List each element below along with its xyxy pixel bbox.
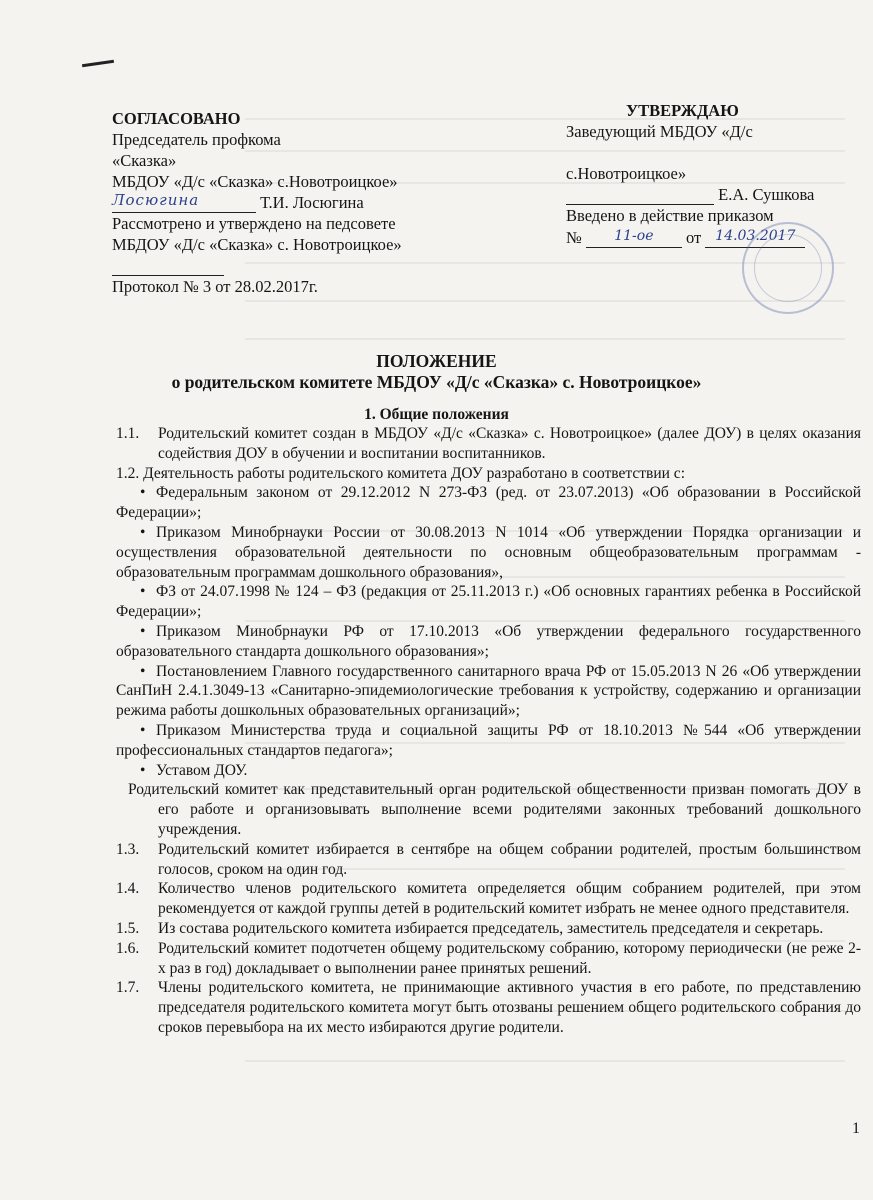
clause-text: Из состава родительского комитета избирается председатель, заместитель председателя и секретарь. <box>158 919 824 937</box>
clause-number: 1.4. <box>116 880 140 898</box>
chair-title-2: «Сказка» <box>112 151 177 170</box>
bullet-icon: • <box>140 622 146 640</box>
clause-text: Родительский комитет избирается в сентябре на общем собрании родителей, простым большинством голосов, сроком на один год. <box>158 840 861 878</box>
list-item <box>116 523 861 582</box>
organization-name: МБДОУ «Д/с «Сказка» с.Новотроицкое» <box>112 172 398 191</box>
list-item-text: Приказом Министерства труда и социальной защиты РФ от 18.10.2013 №544 «Об утверждении профессиональных стандартов педагога»; <box>116 721 861 759</box>
official-stamp <box>742 222 834 314</box>
bullet-icon: • <box>140 662 146 680</box>
bullet-icon: • <box>140 523 146 541</box>
approved-block <box>566 100 856 248</box>
head-name: Е.А. Сушкова <box>718 185 815 204</box>
list-item-text: Приказом Минобрнауки России от 30.08.2013 N 1014 «Об утверждении Порядка организации и осуществления образовательной деятельности по основным общеобразовательным программам - образовательным программам дошкольного образования», <box>116 523 861 581</box>
document-subtitle: о родительском комитете МБДОУ «Д/с «Сказка» с. Новотроицкое» <box>171 372 702 392</box>
clause-1-6 <box>116 939 861 979</box>
chair-title: Председатель профкома <box>112 130 281 149</box>
bullet-icon: • <box>140 761 146 779</box>
list-item-text: Уставом ДОУ. <box>156 761 248 779</box>
head-spacer <box>566 142 856 163</box>
clause-number: 1.3. <box>116 840 140 858</box>
head-title: Заведующий МБДОУ «Д/с <box>566 122 753 141</box>
head-title-2: с.Новотроицкое» <box>566 164 687 183</box>
clause-number: 1.5. <box>116 919 140 937</box>
clause-number: 1.6. <box>116 939 140 957</box>
agreed-heading: СОГЛАСОВАНО <box>112 109 241 128</box>
clause-number: 1.7. <box>116 979 140 997</box>
decree-number: 11-ое <box>586 226 682 248</box>
handwritten-signature: Лосюгина <box>112 191 200 209</box>
decree-text: Введено в действие приказом <box>566 206 774 225</box>
head-signature-blank <box>566 188 714 205</box>
bullet-icon: • <box>140 484 146 502</box>
approve-heading: УТВЕРЖДАЮ <box>626 101 739 120</box>
clause-1-3 <box>116 840 861 880</box>
reviewed-text: Рассмотрено и утверждено на педсовете <box>112 214 396 233</box>
signatory-name: Т.И. Лосюгина <box>260 193 364 212</box>
clause-1-1 <box>116 424 861 464</box>
list-item-text: Федеральным законом от 29.12.2012 N 273-ФЗ (ред. от 23.07.2013) «Об образовании в Российской Федерации»; <box>116 484 861 522</box>
clause-text: Члены родительского комитета, не принимающие активного участия в его работе, по представлению председателя родительского комитета могут быть отозваны решением общего родительского собрания до сроков перевыбора на их место избираются другие родители. <box>158 979 861 1036</box>
list-item-text: Приказом Минобрнауки РФ от 17.10.2013 «Об утверждении федерального государственного образовательного стандарта дошкольного образования»; <box>116 622 861 660</box>
list-item <box>116 483 861 523</box>
committee-purpose-paragraph: Родительский комитет как представительный орган родительской общественности призван помогать ДОУ в его работе и организовывать выполнение всеми родителями законных требований дошкольного учреждения. <box>128 781 861 838</box>
section-heading: 1. Общие положения <box>364 406 509 423</box>
list-item <box>116 582 861 622</box>
blank-line <box>112 255 492 276</box>
from-label: от <box>686 228 702 247</box>
organization-name-2: МБДОУ «Д/с «Сказка» с. Новотроицкое» <box>112 235 402 254</box>
signature-blank <box>112 191 256 213</box>
clause-text: Родительский комитет подотчетен общему родительскому собранию, которому периодически (не реже 2-х раз в год) докладывает о выполнении ранее принятых решений. <box>158 939 861 977</box>
decree-date: 14.03.2017 <box>705 226 805 248</box>
protocol-reference: Протокол № 3 от 28.02.2017г. <box>112 277 318 296</box>
pen-mark <box>82 60 114 67</box>
bullet-icon: • <box>140 721 146 739</box>
clause-1-2: 1.2. Деятельность работы родительского комитета ДОУ разработано в соответствии с: <box>116 464 685 482</box>
page-number: 1 <box>852 1120 860 1137</box>
clause-number: 1.1. <box>116 425 140 442</box>
number-label: № <box>566 228 582 247</box>
list-item-text: Постановлением Главного государственного санитарного врача РФ от 15.05.2013 N 26 «Об утверждении СанПиН 2.4.1.3049-13 «Санитарно-эпидемиологические требования к устройству, содержанию и организации режима работы дошкольных образовательных организаций»; <box>116 662 861 720</box>
clause-1-7 <box>116 978 861 1037</box>
list-item <box>116 721 861 761</box>
list-item <box>116 622 861 662</box>
list-item <box>116 662 861 721</box>
document-title: ПОЛОЖЕНИЕ <box>376 351 497 371</box>
clause-text: Количество членов родительского комитета определяется общим собранием родителей, при этом рекомендуется от каждой группы детей в родительский комитет избрать не менее одного представителя. <box>158 880 861 918</box>
list-item <box>116 761 861 781</box>
head-signature-line <box>566 184 856 205</box>
signature-line <box>112 192 492 213</box>
agreed-block <box>112 108 492 297</box>
clause-1-5 <box>116 919 861 939</box>
list-item-text: ФЗ от 24.07.1998 № 124 – ФЗ (редакция от 25.11.2013 г.) «Об основных гарантиях ребенка в Российской Федерации»; <box>116 583 861 621</box>
bullet-icon: • <box>140 583 146 601</box>
clause-text: Родительский комитет создан в МБДОУ «Д/с «Сказка» с. Новотроицкое» (далее ДОУ) в целях оказания содействия ДОУ в обучении и воспитании воспитанников. <box>158 425 861 462</box>
document-body <box>116 424 861 1038</box>
clause-1-4 <box>116 879 861 919</box>
